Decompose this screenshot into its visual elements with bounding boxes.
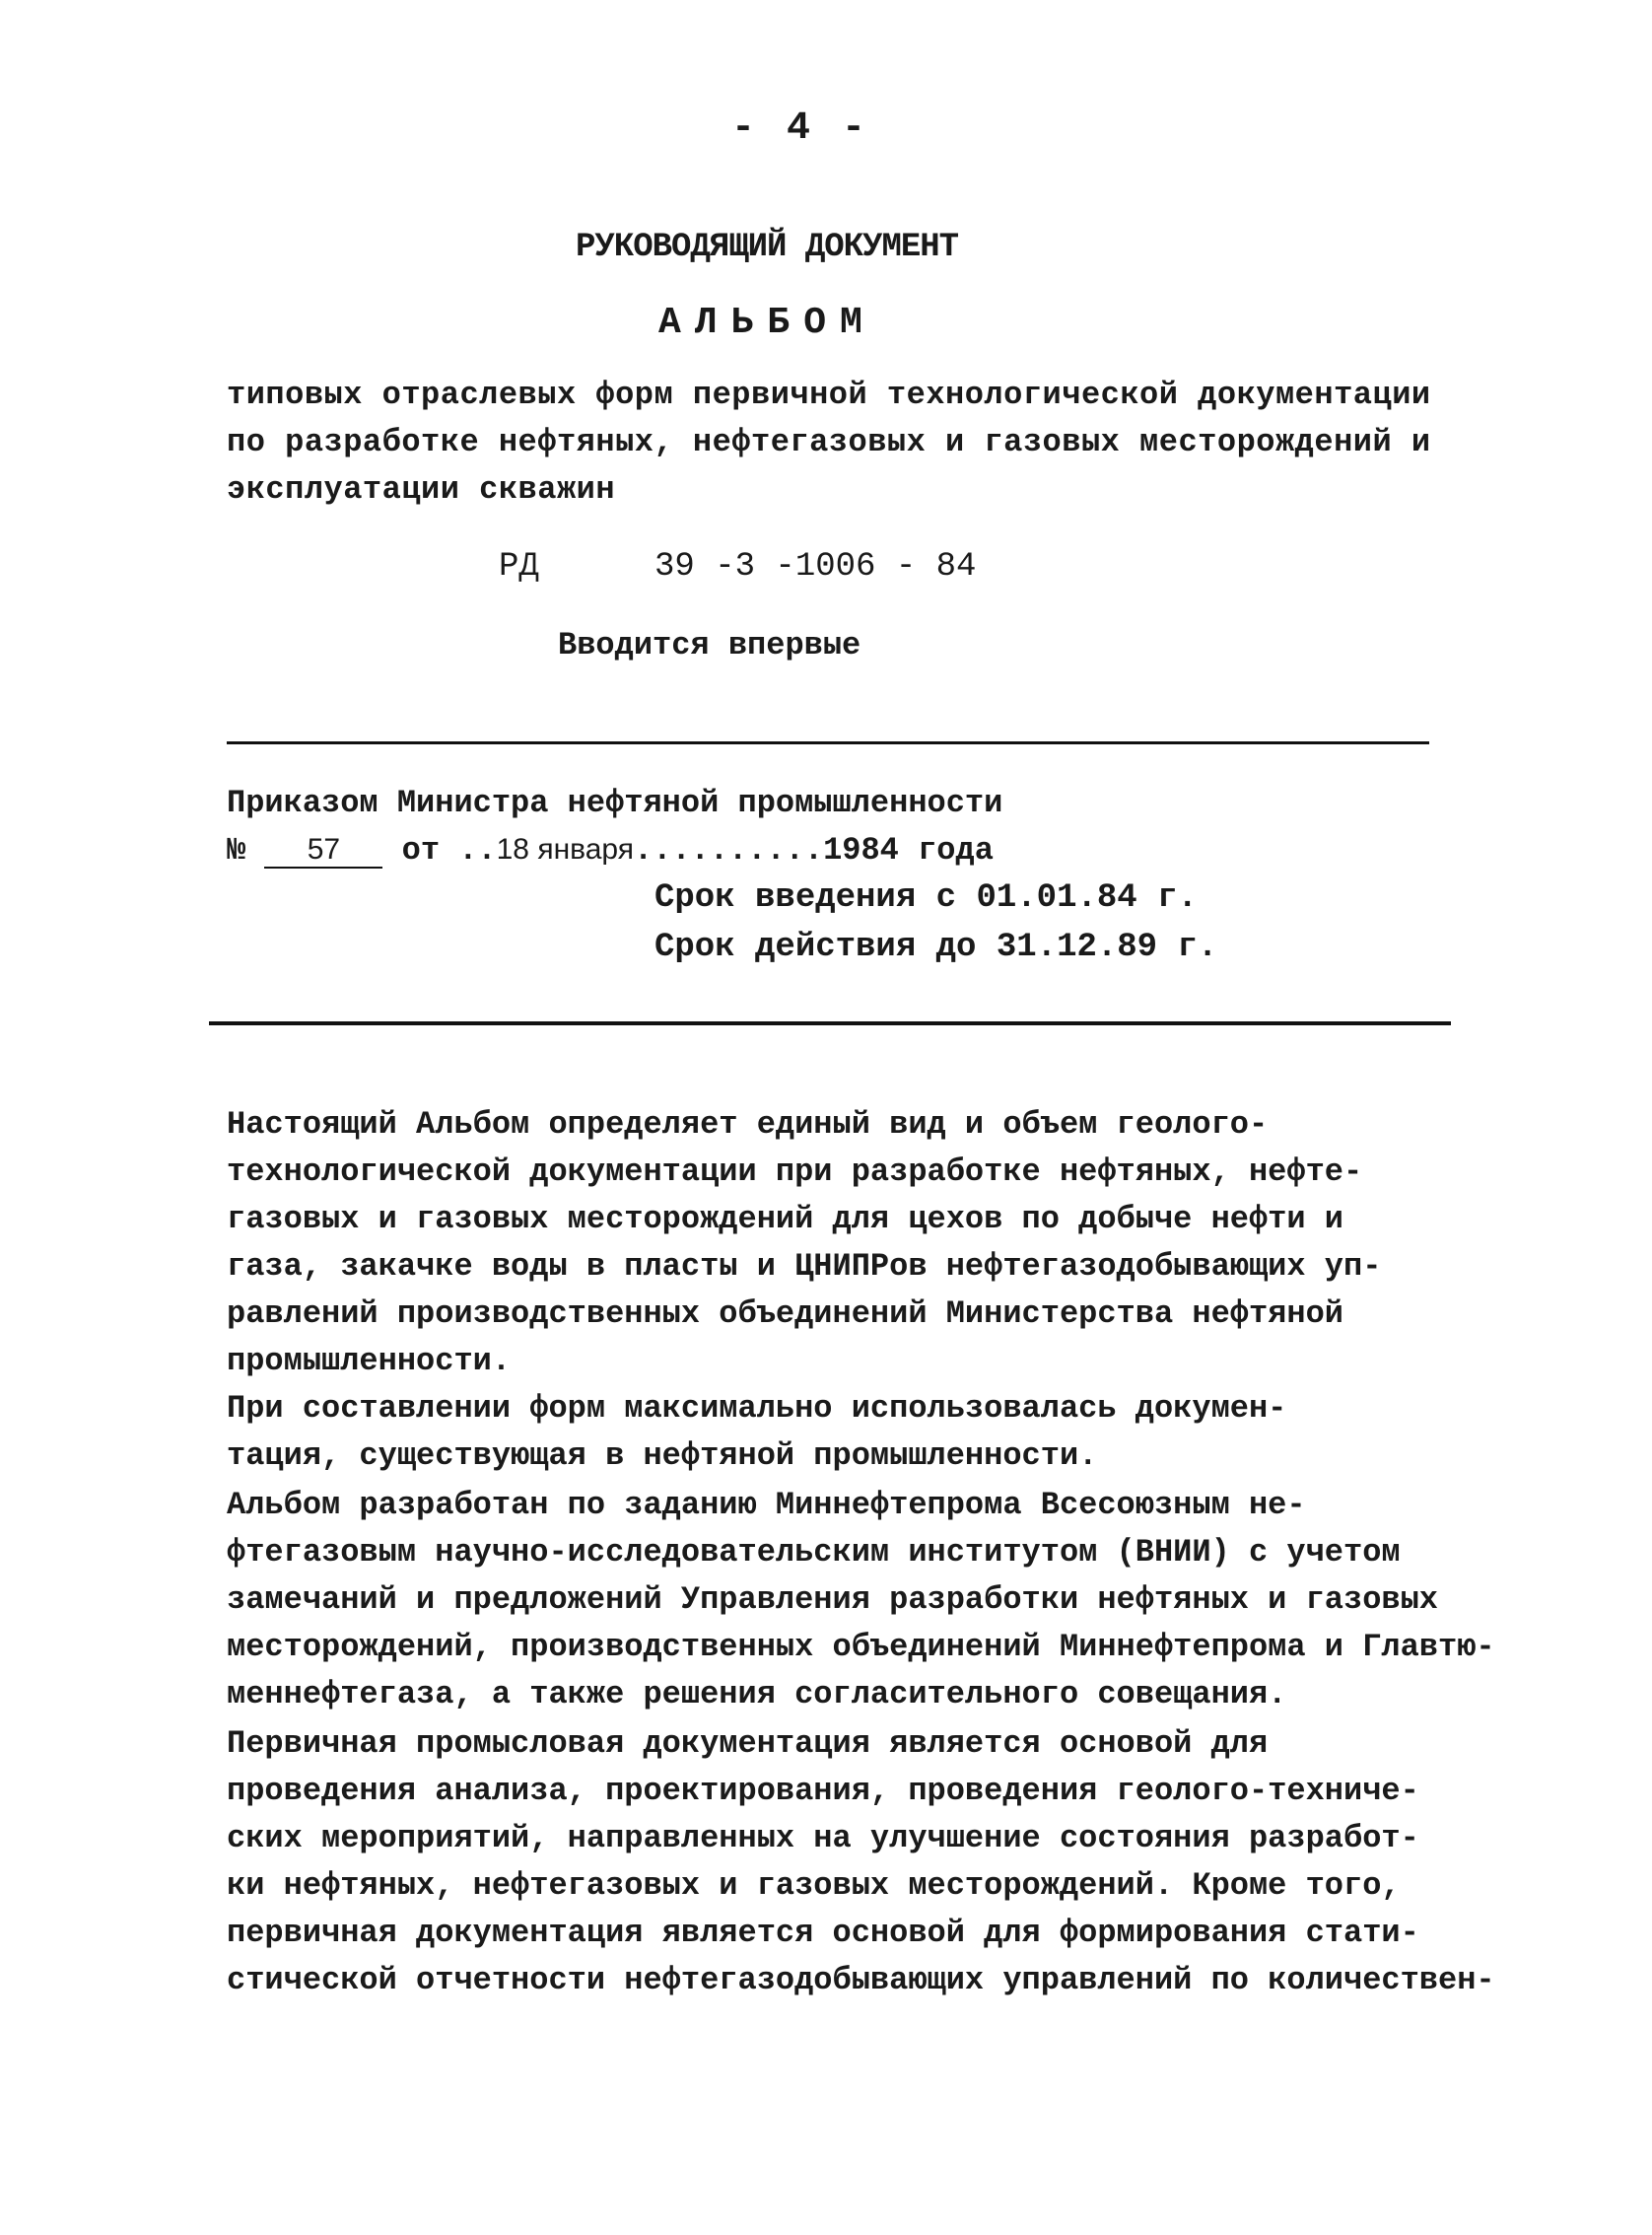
- page-number: - 4 -: [731, 106, 870, 151]
- subtitle-line-1: типовых отраслевых форм первичной технологической документации: [227, 377, 1431, 413]
- rd-label: РД: [499, 548, 539, 586]
- divider-top: [227, 741, 1429, 744]
- order-line-number-date: [227, 832, 994, 869]
- body-line: газа, закачке воды в пласты и ЦНИПРов нефтегазодобывающих уп-: [227, 1248, 1382, 1285]
- valid-label: Срок действия до: [654, 929, 977, 966]
- valid-date: 31.12.89 г.: [996, 929, 1218, 966]
- body-line: технологической документации при разработке нефтяных, нефте-: [227, 1153, 1363, 1190]
- order-line-minister: Приказом Министра нефтяной промышленности: [227, 785, 1003, 821]
- body-line: промышленности.: [227, 1343, 512, 1379]
- document-type-heading: РУКОВОДЯЩИЙ ДОКУМЕНТ: [576, 229, 959, 266]
- order-from-label: от: [401, 832, 441, 869]
- body-line: Альбом разработан по заданию Миннефтепрома Всесоюзным не-: [227, 1487, 1306, 1523]
- dots-after: ..........: [634, 832, 824, 869]
- order-year: 1984 года: [823, 832, 994, 869]
- body-line: Первичная промысловая документация является основой для: [227, 1725, 1269, 1762]
- effective-date-line: [654, 879, 1198, 917]
- body-line: газовых и газовых месторождений для цехов по добыче нефти и: [227, 1201, 1343, 1237]
- order-number-prefix: №: [227, 832, 246, 869]
- effective-date: 01.01.84 г.: [976, 879, 1198, 917]
- body-line: стической отчетности нефтегазодобывающих управлений по количествен-: [227, 1962, 1495, 1998]
- order-number: 57: [264, 833, 382, 869]
- divider-bottom: [209, 1021, 1451, 1025]
- body-line: фтегазовым научно-исследовательским институтом (ВНИИ) с учетом: [227, 1534, 1401, 1571]
- body-line: первичная документация является основой для формирования стати-: [227, 1915, 1419, 1951]
- body-line: При составлении форм максимально использовалась докумен-: [227, 1390, 1287, 1427]
- order-date: 18 января: [496, 833, 635, 866]
- subtitle-line-3: эксплуатации скважин: [227, 471, 616, 508]
- body-line: Настоящий Альбом определяет единый вид и объем геолого-: [227, 1106, 1269, 1143]
- body-line: равлений производственных объединений Министерства нефтяной: [227, 1295, 1343, 1332]
- effective-label: Срок введения с: [654, 879, 957, 917]
- body-line: проведения анализа, проектирования, проведения геолого-техниче-: [227, 1773, 1419, 1809]
- introduction-note: Вводится впервые: [558, 627, 861, 664]
- dots-before: ..: [458, 832, 497, 869]
- valid-date-line: [654, 929, 1217, 966]
- rd-number: 39 -3 -1006 - 84: [654, 548, 977, 586]
- body-line: месторождений, производственных объединений Миннефтепрома и Главтю-: [227, 1629, 1495, 1665]
- body-line: меннефтегаза, а также решения согласительного совещания.: [227, 1676, 1287, 1712]
- album-title: АЛЬБОМ: [658, 302, 876, 344]
- body-line: ских мероприятий, направленных на улучшение состояния разработ-: [227, 1820, 1419, 1856]
- body-line: тация, существующая в нефтяной промышленности.: [227, 1437, 1098, 1474]
- body-line: замечаний и предложений Управления разработки нефтяных и газовых: [227, 1581, 1438, 1618]
- body-line: ки нефтяных, нефтегазовых и газовых месторождений. Кроме того,: [227, 1867, 1401, 1904]
- subtitle-line-2: по разработке нефтяных, нефтегазовых и газовых месторождений и: [227, 424, 1431, 460]
